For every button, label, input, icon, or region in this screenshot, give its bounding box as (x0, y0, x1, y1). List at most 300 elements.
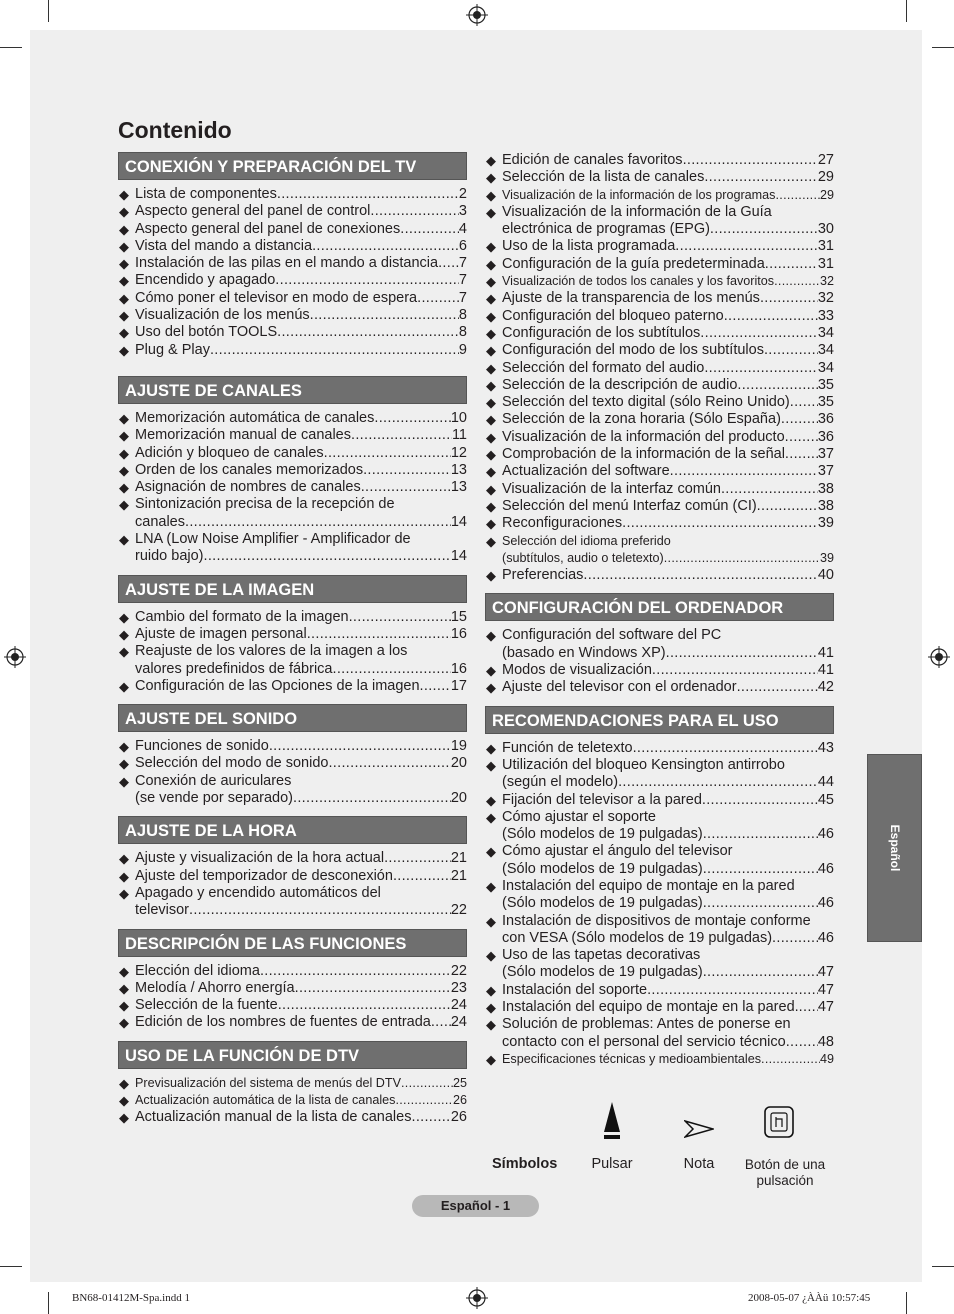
toc-page-number: 37 (817, 463, 834, 480)
dot-leader (269, 738, 451, 755)
dot-leader (700, 325, 818, 342)
toc-list (118, 850, 467, 919)
toc-entry-text: televisor (135, 902, 189, 919)
toc-entry[interactable] (485, 878, 834, 913)
toc-entry[interactable] (118, 643, 467, 678)
dot-leader (417, 290, 459, 307)
toc-page-number: 46 (817, 929, 834, 946)
dot-leader (737, 679, 818, 696)
toc-entry-text: (según el modelo) (502, 774, 619, 791)
toc-entry[interactable] (118, 531, 467, 566)
toc-entry-text: (basado en Windows XP) (502, 644, 666, 661)
toc-entry[interactable] (485, 290, 834, 307)
toc-page-number: 31 (817, 238, 834, 255)
toc-entry[interactable] (485, 446, 834, 463)
toc-page-number: 13 (450, 479, 467, 496)
side-tab-label: Español (887, 824, 902, 872)
toc-page-number: 9 (458, 341, 467, 358)
toc-entry[interactable] (118, 238, 467, 255)
toc-entry[interactable] (118, 290, 467, 307)
toc-page-number: 32 (819, 274, 834, 289)
toc-entry-text: ◆ Configuración de las Opciones de la imagen (135, 677, 420, 694)
dot-leader (351, 427, 452, 444)
toc-entry-text: ◆ Instalación del equipo de montaje en la pared. (502, 999, 799, 1016)
section-heading: AJUSTE DE LA IMAGEN (118, 575, 467, 603)
dot-leader (785, 429, 818, 446)
dot-leader (189, 902, 451, 919)
toc-entry[interactable] (485, 152, 834, 169)
toc-page-number: 34 (817, 359, 834, 376)
toc-entry[interactable] (485, 982, 834, 999)
toc-entry[interactable] (118, 868, 467, 885)
toc-entry[interactable] (485, 843, 834, 878)
dot-leader (363, 462, 451, 479)
toc-entry-text: ◆ Funciones de sonido (135, 738, 269, 755)
toc-entry-text: electrónica de programas (EPG) (502, 221, 710, 238)
dot-leader (710, 221, 818, 238)
toc-page-number: 41 (817, 662, 834, 679)
toc-section (118, 816, 467, 919)
dot-leader (204, 548, 451, 565)
toc-entry-text: ◆ Selección del modo de sonido (135, 755, 329, 772)
toc-entry[interactable] (485, 463, 834, 480)
dot-leader (761, 1051, 820, 1068)
dot-leader (781, 411, 818, 428)
toc-entry[interactable] (485, 256, 834, 273)
toc-entry[interactable] (485, 308, 834, 325)
toc-entry[interactable] (118, 272, 467, 289)
dot-leader (703, 895, 818, 912)
toc-entry-text: ◆ Uso del botón TOOLS (135, 324, 278, 341)
toc-entry[interactable] (118, 963, 467, 980)
toc-page-number: 26 (452, 1092, 467, 1107)
toc-entry[interactable] (118, 980, 467, 997)
toc-entry-text: ◆ Instalación de las pilas en el mando a distancia (135, 255, 439, 272)
dot-leader (332, 661, 450, 678)
toc-page-number: 14 (450, 548, 467, 565)
toc-page-number: 23 (450, 979, 467, 996)
toc-section (118, 376, 467, 566)
toc-entry-text: ◆ Fijación del televisor a la pared (502, 791, 702, 808)
dot-leader (785, 446, 818, 463)
toc-section (485, 593, 834, 696)
toc-entry[interactable] (118, 496, 467, 531)
toc-entry[interactable] (485, 662, 834, 679)
toc-entry[interactable] (118, 755, 467, 772)
toc-page-number: 16 (450, 660, 467, 677)
toc-section (118, 152, 467, 359)
file-slug: BN68-01412M-Spa.indd 1 (72, 1292, 190, 1304)
toc-entry-text: ◆ Selección de la zona horaria (Sólo España) (502, 411, 781, 428)
toc-page-number: 12 (450, 444, 467, 461)
toc-page-number: 10 (450, 409, 467, 426)
toc-page-number: 29 (817, 169, 834, 186)
toc-entry[interactable] (485, 740, 834, 757)
dot-leader (737, 377, 817, 394)
toc-entry[interactable] (118, 1075, 467, 1092)
toc-entry-text: ◆ Configuración del software del PC (502, 627, 722, 644)
section-heading: RECOMENDACIONES PARA EL USO (485, 706, 834, 734)
dot-leader (293, 790, 451, 807)
toc-entry-text: ◆ Visualización de todos los canales y los favoritos (502, 274, 775, 289)
dot-leader (278, 997, 451, 1014)
crop-mark (906, 1292, 907, 1314)
language-side-tab (867, 754, 922, 942)
toc-list (485, 627, 834, 696)
toc-section (118, 575, 467, 695)
toc-entry[interactable] (118, 773, 467, 808)
toc-entry-text: ◆ Visualización de la información del producto (502, 428, 785, 445)
toc-entry-text: (subtítulos, audio o teletexto) (502, 550, 664, 565)
toc-entry-text: ◆ Visualización de la información de los programas (502, 187, 776, 202)
dot-leader (724, 308, 818, 325)
toc-entry-text: (Sólo modelos de 19 pulgadas) (502, 895, 703, 912)
toc-page-number: 47 (817, 981, 834, 998)
toc-page-number: 20 (450, 790, 467, 807)
toc-page-number: 43 (817, 739, 834, 756)
dot-leader (400, 221, 459, 238)
toc-page-number: 46 (817, 826, 834, 843)
toc-entry[interactable] (118, 255, 467, 272)
toc-entry-text: (se vende por separado) (135, 790, 293, 807)
toc-entry[interactable] (485, 238, 834, 255)
dot-leader (647, 982, 818, 999)
toc-entry[interactable] (485, 627, 834, 662)
toc-entry-text: ◆ Uso de las tapetas decorativas (502, 947, 701, 964)
toc-entry-text: ◆ Configuración del bloqueo paterno (502, 307, 724, 324)
dot-leader (310, 307, 459, 324)
toc-entry[interactable] (485, 567, 834, 584)
toc-entry-text: ◆ Selección del menú Interfaz común (CI) (502, 497, 757, 514)
crop-mark (0, 47, 22, 48)
toc-entry-text: con VESA (Sólo modelos de 19 pulgadas) (502, 929, 773, 946)
section-heading: CONEXIÓN Y PREPARACIÓN DEL TV (118, 152, 467, 180)
toc-page-number: 46 (817, 860, 834, 877)
toc-entry[interactable] (485, 273, 834, 290)
toc-page-number: 21 (450, 867, 467, 884)
toc-page-number: 25 (452, 1075, 467, 1090)
toc-page-number: 7 (458, 289, 467, 306)
toc-entry[interactable] (485, 757, 834, 792)
toc-entry[interactable] (118, 609, 467, 626)
toc-entry[interactable] (118, 678, 467, 695)
toc-list (485, 740, 834, 1069)
press-icon (601, 1100, 623, 1142)
toc-entry-text: ◆ Adición y bloqueo de canales (135, 444, 324, 461)
toc-entry[interactable] (118, 479, 467, 496)
date-slug: 2008-05-07 ¿ÀÀü 10:57:45 (748, 1292, 871, 1304)
toc-entry-text: ◆ Actualización del software (502, 463, 670, 480)
toc-entry-text: ◆ Cambio del formato de la imagen (135, 608, 349, 625)
toc-entry-text: ◆ Ajuste del televisor con el ordenador (502, 679, 737, 696)
toc-page-number: 24 (450, 997, 467, 1014)
dot-leader (721, 481, 818, 498)
one-touch-label-line1: Botón de una (744, 1157, 826, 1172)
toc-page-number: 41 (817, 644, 834, 661)
crop-mark (932, 47, 954, 48)
toc-entry[interactable] (485, 999, 834, 1016)
toc-entry[interactable] (118, 997, 467, 1014)
page-title: Contenido (118, 117, 232, 143)
dot-leader (349, 609, 451, 626)
dot-leader (618, 774, 818, 791)
registration-mark-icon (466, 1287, 488, 1309)
dot-leader (757, 498, 818, 515)
one-touch-button-icon (763, 1105, 795, 1139)
toc-entry-text: ◆ Memorización automática de canales (135, 409, 375, 426)
crop-mark (48, 0, 49, 22)
section-heading: CONFIGURACIÓN DEL ORDENADOR (485, 593, 834, 621)
toc-page-number: 39 (817, 515, 834, 532)
toc-entry[interactable] (485, 169, 834, 186)
note-label: Nota (683, 1156, 715, 1172)
toc-page-number: 29 (819, 187, 834, 202)
toc-entry[interactable] (118, 1109, 467, 1126)
toc-entry-text: ruido bajo) (135, 548, 204, 565)
toc-entry[interactable] (118, 462, 467, 479)
toc-entry[interactable] (485, 187, 834, 204)
toc-page-number: 30 (817, 221, 834, 238)
dot-leader (633, 740, 818, 757)
dot-leader (438, 255, 459, 272)
dot-leader (703, 861, 818, 878)
toc-entry-text: ◆ Ajuste y visualización de la hora actual (135, 850, 385, 867)
toc-entry[interactable] (485, 1051, 834, 1068)
toc-page-number: 48 (817, 1033, 834, 1050)
section-heading: DESCRIPCIÓN DE LAS FUNCIONES (118, 929, 467, 957)
toc-list (485, 152, 834, 584)
toc-page-number: 19 (450, 738, 467, 755)
toc-page-number: 35 (817, 394, 834, 411)
toc-entry[interactable] (485, 1016, 834, 1051)
toc-list (118, 738, 467, 807)
dot-leader (702, 792, 818, 809)
section-heading: AJUSTE DE LA HORA (118, 816, 467, 844)
toc-page-number: 34 (817, 324, 834, 341)
toc-entry[interactable] (485, 792, 834, 809)
section-spacer (485, 697, 834, 706)
toc-page-number: 27 (817, 152, 834, 168)
toc-section (485, 706, 834, 1069)
dot-leader (260, 963, 451, 980)
section-spacer (118, 359, 467, 376)
registration-mark-icon (4, 646, 26, 668)
toc-entry-text: ◆ Visualización de la información de la Guía (502, 203, 772, 220)
toc-entry[interactable] (118, 850, 467, 867)
toc-page-number: 13 (450, 461, 467, 478)
toc-entry-text: ◆ LNA (Low Noise Amplifier - Amplificador de (135, 531, 411, 548)
toc-entry-text: ◆ Ajuste del temporizador de desconexión (135, 867, 393, 884)
toc-page-number: 21 (450, 850, 467, 867)
toc-page-number: 45 (817, 791, 834, 808)
dot-leader (393, 868, 451, 885)
toc-page-number: 16 (450, 625, 467, 642)
toc-page-number: 24 (450, 1014, 467, 1031)
toc-page-number: 6 (458, 237, 467, 254)
toc-page-number: 38 (817, 480, 834, 497)
dot-leader (703, 964, 818, 981)
toc-page-number: 3 (458, 203, 467, 220)
registration-mark-icon (928, 646, 950, 668)
toc-entry-text: contacto con el personal del servicio técnico (502, 1033, 786, 1050)
toc-entry[interactable] (485, 411, 834, 428)
note-icon (684, 1120, 714, 1138)
toc-entry[interactable] (485, 809, 834, 844)
dot-leader (401, 1075, 453, 1092)
dot-leader (370, 203, 459, 220)
toc-entry[interactable] (485, 325, 834, 342)
dot-leader (185, 514, 451, 531)
toc-left-column (118, 152, 467, 1127)
toc-entry[interactable] (485, 498, 834, 515)
toc-entry[interactable] (485, 394, 834, 411)
toc-entry-text: ◆ Configuración del modo de los subtítulos (502, 342, 764, 359)
toc-entry-text: ◆ Función de teletexto (502, 739, 633, 756)
toc-entry-text: (Sólo modelos de 19 pulgadas) (502, 964, 703, 981)
toc-entry[interactable] (485, 429, 834, 446)
one-touch-button-label (735, 1157, 835, 1189)
toc-list (118, 963, 467, 1032)
toc-entry-text: ◆ Modos de visualización (502, 662, 652, 679)
toc-entry[interactable] (118, 1092, 467, 1109)
toc-entry-text: ◆ Utilización del bloqueo Kensington antirrobo (502, 756, 785, 773)
toc-list (118, 1075, 467, 1127)
toc-entry-text: ◆ Edición de canales favoritos (502, 152, 683, 168)
toc-section (118, 929, 467, 1032)
dot-leader (652, 662, 818, 679)
toc-page-number: 36 (817, 428, 834, 445)
toc-entry-text: ◆ Previsualización del sistema de menús del DTV (135, 1075, 401, 1090)
toc-page-number: 31 (817, 255, 834, 272)
dot-leader (361, 479, 451, 496)
dot-leader (210, 342, 459, 359)
toc-entry[interactable] (118, 221, 467, 238)
toc-entry-text: ◆ Selección de la lista de canales (502, 169, 705, 186)
toc-page-number: 35 (817, 376, 834, 393)
toc-entry[interactable] (118, 626, 467, 643)
toc-entry[interactable] (485, 679, 834, 696)
toc-page-number: 15 (450, 608, 467, 625)
toc-entry-text: ◆ Asignación de nombres de canales (135, 479, 361, 496)
dot-leader (324, 445, 451, 462)
toc-entry[interactable] (485, 377, 834, 394)
toc-entry-text: valores predefinidos de fábrica (135, 660, 333, 677)
toc-entry[interactable] (485, 481, 834, 498)
crop-mark (48, 1292, 49, 1314)
toc-entry-text: (Sólo modelos de 19 pulgadas) (502, 826, 703, 843)
toc-page-number: 7 (458, 255, 467, 272)
toc-entry-text: ◆ Selección del formato del audio (502, 359, 705, 376)
toc-entry-text: ◆ Memorización manual de canales (135, 427, 351, 444)
crop-mark (906, 0, 907, 22)
toc-entry-text: ◆ Instalación de dispositivos de montaje conforme (502, 912, 811, 929)
toc-entry[interactable] (118, 203, 467, 220)
toc-entry-text: ◆ Melodía / Ahorro energía (135, 979, 295, 996)
toc-entry-text: ◆ Sintonización precisa de la recepción de (135, 496, 395, 513)
toc-section (118, 704, 467, 807)
dot-leader (374, 410, 450, 427)
toc-page-number: 34 (817, 342, 834, 359)
toc-entry[interactable] (485, 342, 834, 359)
crop-mark (0, 1266, 22, 1267)
dot-leader (704, 360, 818, 377)
toc-page-number: 46 (817, 895, 834, 912)
toc-entry-text: ◆ Aspecto general del panel de conexiones (135, 220, 401, 237)
toc-page-number: 33 (817, 307, 834, 324)
toc-page-number: 17 (450, 677, 467, 694)
toc-page-number: 2 (458, 186, 467, 202)
toc-entry[interactable] (118, 885, 467, 920)
toc-entry[interactable] (118, 427, 467, 444)
toc-entry[interactable] (118, 1014, 467, 1031)
toc-entry-text: ◆ Ajuste de imagen personal (135, 625, 307, 642)
press-label: Pulsar (591, 1156, 633, 1172)
toc-entry-text: ◆ Visualización de la interfaz común (502, 480, 721, 497)
toc-entry[interactable] (485, 533, 834, 568)
toc-list (118, 410, 467, 566)
toc-page-number: 26 (450, 1109, 467, 1126)
toc-entry-text: ◆ Especificaciones técnicas y medioambientales (502, 1051, 762, 1066)
toc-page-number: 22 (450, 962, 467, 979)
dot-leader (683, 152, 818, 169)
dot-leader (328, 755, 450, 772)
dot-leader (664, 550, 820, 567)
toc-entry[interactable] (485, 360, 834, 377)
toc-entry[interactable] (485, 204, 834, 239)
toc-entry[interactable] (118, 445, 467, 462)
toc-entry[interactable] (118, 307, 467, 324)
symbols-title: Símbolos (492, 1156, 558, 1172)
toc-entry-text: ◆ Selección del texto digital (sólo Reino Unido) (502, 394, 790, 411)
toc-page-number: 7 (458, 272, 467, 289)
toc-entry[interactable] (118, 186, 467, 203)
dot-leader (583, 567, 817, 584)
dot-leader (760, 290, 818, 307)
dot-leader (774, 273, 820, 290)
toc-entry-text: ◆ Lista de componentes (135, 186, 277, 202)
dot-leader (772, 930, 818, 947)
toc-entry[interactable] (118, 342, 467, 359)
toc-entry-text: ◆ Orden de los canales memorizados (135, 461, 364, 478)
toc-entry[interactable] (118, 738, 467, 755)
toc-entry[interactable] (118, 410, 467, 427)
one-touch-label-line2: pulsación (756, 1173, 814, 1188)
toc-page-number: 14 (450, 513, 467, 530)
dot-leader (675, 238, 818, 255)
toc-entry-text: ◆ Instalación del soporte (502, 981, 648, 998)
toc-entry-text: ◆ Reconfiguraciones (502, 515, 623, 532)
toc-page-number: 44 (817, 774, 834, 791)
toc-entry-text: ◆ Selección de la fuente (135, 997, 278, 1014)
toc-entry-text: ◆ Edición de los nombres de fuentes de entrada (135, 1014, 431, 1031)
dot-leader (799, 999, 818, 1016)
toc-entry[interactable] (485, 913, 834, 948)
toc-entry[interactable] (118, 324, 467, 341)
dot-leader (277, 186, 459, 203)
toc-entry-text: ◆ Cómo ajustar el soporte (502, 808, 656, 825)
toc-entry-text: ◆ Preferencias (502, 567, 584, 584)
toc-page-number: 20 (450, 755, 467, 772)
page-number-badge: Español - 1 (412, 1195, 539, 1217)
toc-page-number: 38 (817, 497, 834, 514)
toc-entry-text: ◆ Configuración de los subtítulos (502, 324, 701, 341)
toc-entry-text: ◆ Selección del idioma preferido (502, 533, 671, 548)
toc-entry[interactable] (485, 947, 834, 982)
toc-entry-text: ◆ Actualización automática de la lista de canales (135, 1092, 396, 1107)
toc-right-column (485, 152, 834, 1068)
section-heading: AJUSTE DE CANALES (118, 376, 467, 404)
toc-entry[interactable] (485, 515, 834, 532)
